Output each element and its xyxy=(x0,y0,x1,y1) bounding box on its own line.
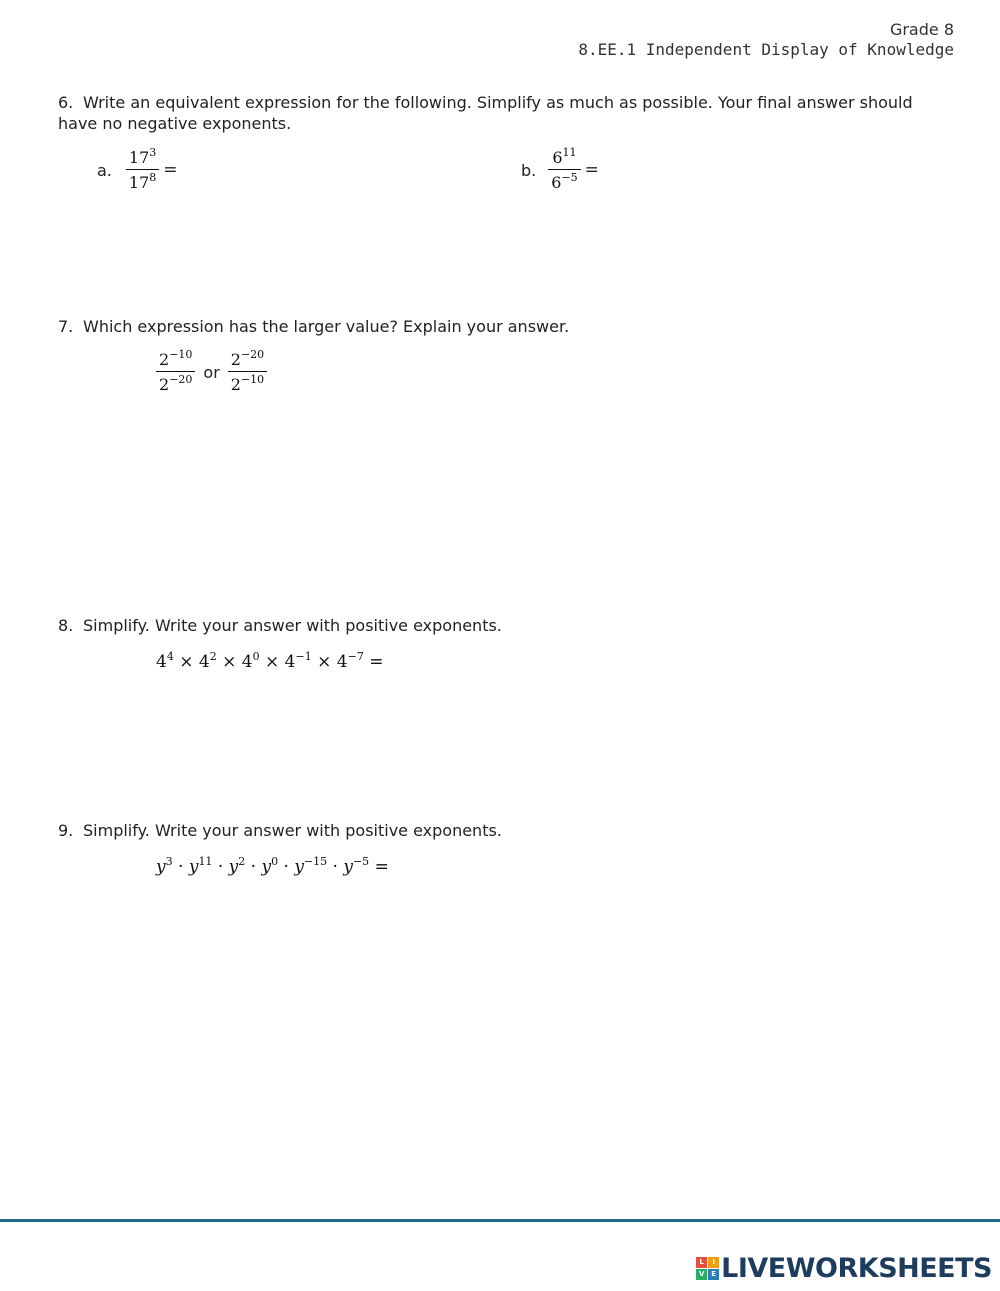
dot-operator: · xyxy=(332,857,338,877)
part-label: a. xyxy=(97,160,112,180)
term: $y^{-15}$ xyxy=(294,855,328,877)
numerator-base: 2 xyxy=(159,350,170,369)
equals-sign: = xyxy=(163,160,178,180)
numerator-base: 2 xyxy=(230,350,241,369)
term: $y^{11}$ xyxy=(188,855,213,877)
question-6b xyxy=(521,148,599,192)
multiply-operator: × xyxy=(265,652,280,672)
part-label: b. xyxy=(521,160,537,180)
footer-rule xyxy=(0,1219,1000,1222)
denominator-exponent: −20 xyxy=(169,373,193,386)
question-number: 9. xyxy=(58,821,74,840)
numerator-exponent: 11 xyxy=(562,146,577,159)
numerator-exponent: −20 xyxy=(240,348,265,361)
term: $4^2$ xyxy=(198,650,217,672)
logo-cell: I xyxy=(708,1257,719,1268)
term: $4^4$ xyxy=(156,650,174,672)
denominator-exponent: −10 xyxy=(240,373,265,386)
question-text: Write an equivalent expression for the following. Simplify as much as possible. Your final answer should have no negative exponents. xyxy=(58,93,913,133)
question-text: Simplify. Write your answer with positive exponents. xyxy=(83,616,502,635)
denominator-base: 17 xyxy=(128,173,150,192)
numerator-exponent: −10 xyxy=(169,348,193,361)
multiply-operator: × xyxy=(179,652,194,672)
question-7-prompt xyxy=(58,316,569,337)
term: $4^{-7}$ xyxy=(336,650,364,672)
question-number: 8. xyxy=(58,616,74,635)
question-number: 7. xyxy=(58,317,74,336)
question-9-expression xyxy=(156,857,389,877)
equals-sign: = xyxy=(369,652,384,672)
term: $4^{-1}$ xyxy=(284,650,312,672)
question-text: Which expression has the larger value? Explain your answer. xyxy=(83,317,570,336)
logo-cell: L xyxy=(696,1257,707,1268)
question-6a xyxy=(97,148,178,192)
denominator-exponent: −5 xyxy=(561,171,578,184)
page-header xyxy=(578,20,954,60)
multiply-operator: × xyxy=(317,652,332,672)
or-connector: or xyxy=(203,362,220,382)
right-fraction xyxy=(228,350,267,394)
question-6-prompt xyxy=(58,92,948,134)
standard-label: 8.EE.1 Independent Display of Knowledge xyxy=(578,40,954,59)
term: $y^2$ xyxy=(228,855,246,877)
logo-text: LIVEWORKSHEETS xyxy=(721,1253,992,1284)
liveworksheets-logo[interactable] xyxy=(696,1253,992,1284)
equals-sign: = xyxy=(584,160,599,180)
question-7-expressions xyxy=(156,350,267,394)
numerator-exponent: 3 xyxy=(149,146,157,159)
dot-operator: · xyxy=(250,857,257,877)
question-number: 6. xyxy=(58,93,74,112)
dot-operator: · xyxy=(217,857,224,877)
fraction xyxy=(548,148,580,192)
equals-sign: = xyxy=(374,857,389,877)
question-9-prompt xyxy=(58,820,502,841)
numerator-base: 6 xyxy=(552,148,563,167)
grade-label: Grade 8 xyxy=(889,20,954,39)
logo-grid-icon xyxy=(696,1257,719,1280)
term: $y^3$ xyxy=(156,855,173,877)
denominator-base: 2 xyxy=(230,375,241,394)
question-8-prompt xyxy=(58,615,502,636)
denominator-exponent: 8 xyxy=(149,171,157,184)
denominator-base: 6 xyxy=(551,173,562,192)
term: $y^0$ xyxy=(261,855,279,877)
multiply-operator: × xyxy=(222,652,237,672)
fraction xyxy=(126,148,159,192)
left-fraction xyxy=(156,350,195,394)
logo-cell: E xyxy=(708,1269,719,1280)
dot-operator: · xyxy=(283,857,289,877)
question-8-expression xyxy=(156,652,383,672)
numerator-base: 17 xyxy=(128,148,150,167)
dot-operator: · xyxy=(178,857,184,877)
term: $4^0$ xyxy=(241,650,260,672)
question-text: Simplify. Write your answer with positive exponents. xyxy=(83,821,502,840)
denominator-base: 2 xyxy=(159,375,170,394)
term: $y^{-5}$ xyxy=(343,855,370,877)
logo-cell: V xyxy=(696,1269,707,1280)
